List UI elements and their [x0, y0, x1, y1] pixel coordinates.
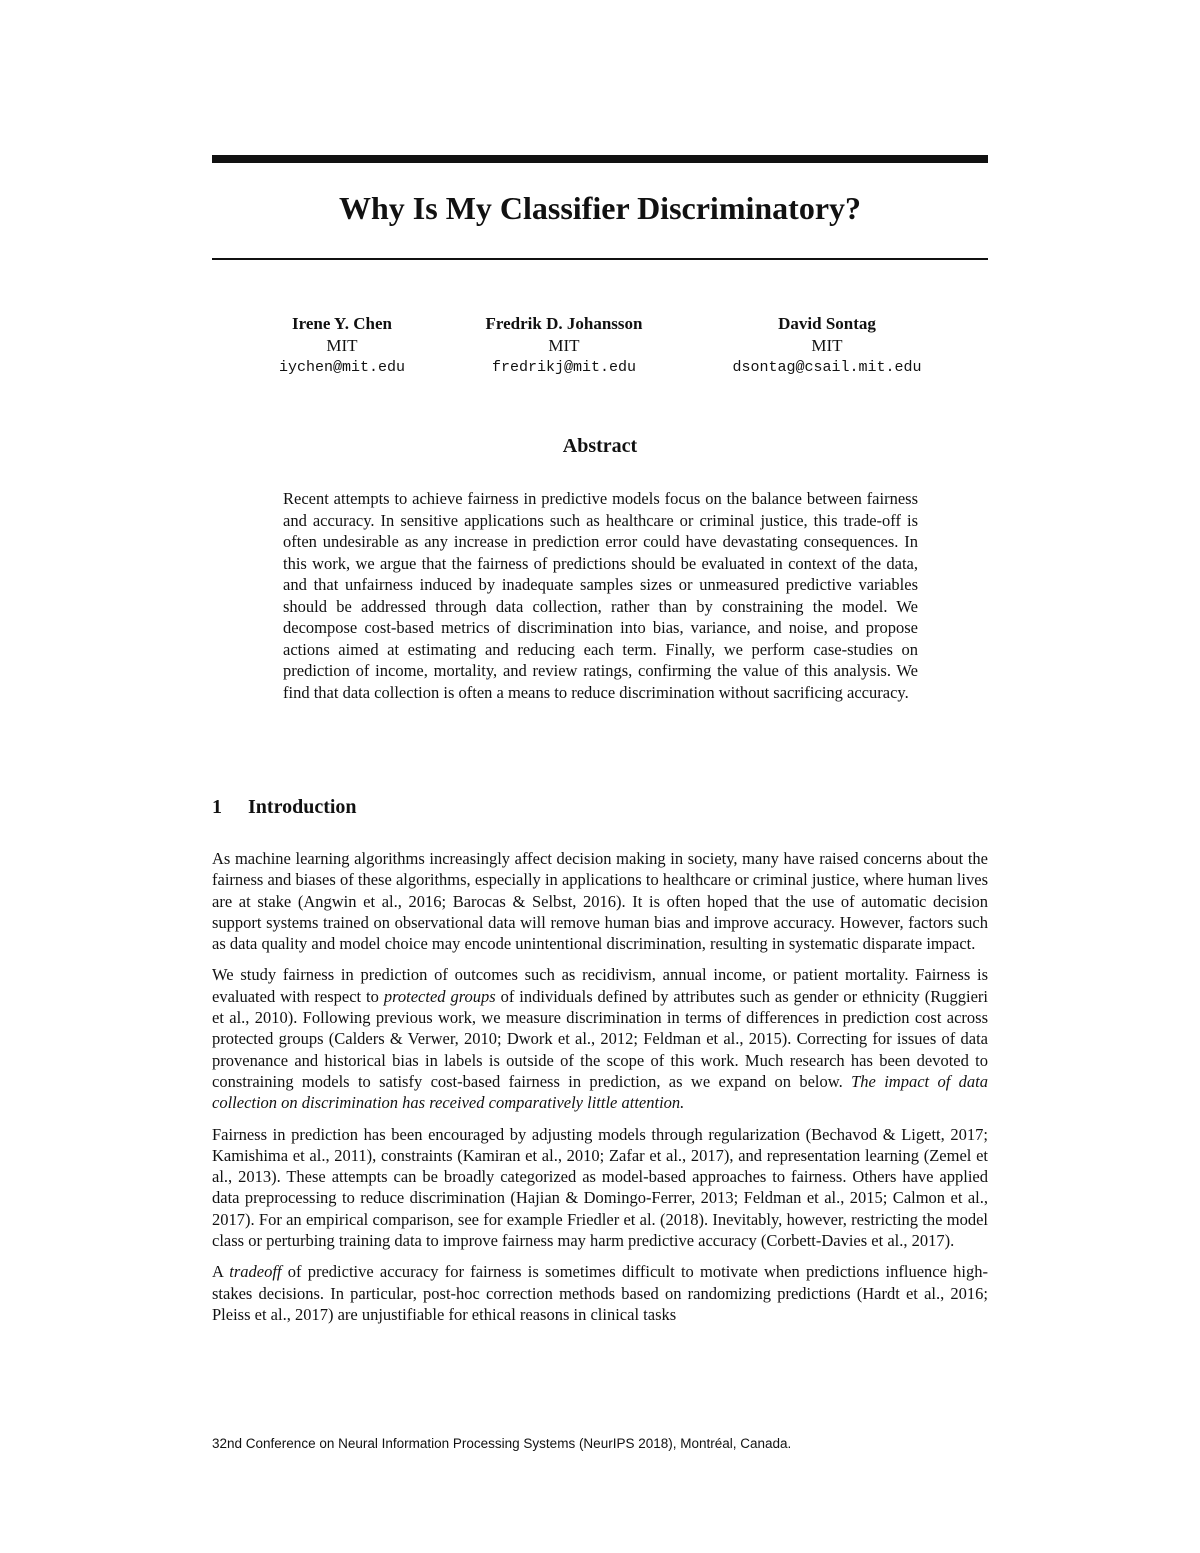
paragraph: As machine learning algorithms increasingly affect decision making in society, many have raised concerns about the fairness and biases of these algorithms, especially in applications to healthcare or criminal justice, where human lives are at stake (Angwin et al., 2016; Barocas & Selbst, 2016). It is often hoped that the use of automatic decision support systems trained on observational data will remove human bias and improve accuracy. However, factors such as data quality and model choice may encode unintentional discrimination, resulting in systematic disparate impact.: [212, 849, 988, 954]
emphasis-text: protected groups: [383, 986, 496, 1006]
section-heading: [212, 796, 988, 819]
paragraph-text: of predictive accuracy for fairness is sometimes difficult to motivate when predictions influence high-stakes decisions. In particular, post-hoc correction methods based on randomizing predictions (Hardt et al., 2016; Pleiss et al., 2017) are unjustifiable for ethical reasons in clinical tasks: [212, 1262, 988, 1324]
author-email: fredrikj@mit.edu: [491, 359, 637, 376]
paragraph: Fairness in prediction has been encouraged by adjusting models through regularization (Bechavod & Ligett, 2017; Kamishima et al., 2011), constraints (Kamiran et al., 2010; Zafar et al., 2017), and representation learning (Zemel et al., 2013). These attempts can be broadly categorized as model-based approaches to fairness. Others have applied data preprocessing to reduce discrimination (Hajian & Domingo-Ferrer, 2013; Feldman et al., 2015; Calmon et al., 2017). For an empirical comparison, see for example Friedler et al. (2018). Inevitably, however, restricting the model class or perturbing training data to improve fairness may harm predictive accuracy (Corbett-Davies et al., 2017).: [212, 1124, 988, 1251]
paper-title: Why Is My Classifier Discriminatory?: [338, 190, 862, 226]
author-affiliation: MIT: [326, 336, 358, 355]
emphasis-text: The impact of data collection on discrimination has received comparatively little attention.: [212, 1071, 988, 1113]
title-bottom-rule: [212, 258, 988, 260]
author-2: [464, 313, 664, 379]
author-name: Irene Y. Chen: [292, 314, 392, 333]
author-name: David Sontag: [778, 314, 876, 333]
section-title: Introduction: [248, 796, 357, 818]
introduction-body: [212, 848, 988, 1335]
abstract-text: Recent attempts to achieve fairness in predictive models focus on the balance between fairness and accuracy. In sensitive applications such as healthcare or criminal justice, this trade-off is often undesirable as any increase in prediction error could have devastating consequences. In this work, we argue that the fairness of predictions should be evaluated in context of the data, and that unfairness induced by inadequate samples sizes or unmeasured predictive variables should be addressed through data collection, rather than by constraining the model. We decompose cost-based metrics of discrimination into bias, variance, and noise, and propose actions aimed at estimating and reducing each term. Finally, we perform case-studies on prediction of income, mortality, and review ratings, confirming the value of this analysis. We find that data collection is often a means to reduce discrimination without sacrificing accuracy.: [283, 489, 918, 702]
paragraph: [212, 964, 988, 1113]
conference-footer: 32nd Conference on Neural Information Processing Systems (NeurIPS 2018), Montréal, Canada.: [212, 1436, 792, 1451]
section-number: 1: [212, 796, 222, 818]
author-name: Fredrik D. Johansson: [485, 314, 643, 333]
abstract-heading: Abstract: [562, 435, 638, 457]
author-affiliation: MIT: [811, 336, 843, 355]
author-1: [257, 313, 427, 379]
emphasis-text: tradeoff: [229, 1262, 282, 1282]
author-3: [712, 313, 942, 379]
title-top-rule: [212, 155, 988, 163]
paragraph-text: We study fairness in prediction of outcomes such as recidivism, annual income, or patient mortality. Fairness is evaluated with respect to: [212, 965, 988, 1006]
paragraph-text: of individuals defined by attributes such as gender or ethnicity (Ruggieri et al., 2010). Following previous work, we measure discrimination in terms of differences in prediction cost across protected groups (Calders & Verwer, 2010; Dwork et al., 2012; Feldman et al., 2015). Correcting for issues of data provenance and historical bias in labels is outside of the scope of this work. Much research has been devoted to constraining models to satisfy cost-based fairness in prediction, as we expand on below.: [212, 986, 988, 1091]
author-block: [212, 313, 988, 383]
paragraph: [212, 1261, 988, 1325]
author-email: dsontag@csail.mit.edu: [732, 359, 922, 376]
author-email: iychen@mit.edu: [278, 359, 406, 376]
paragraph-text: A: [212, 1262, 230, 1282]
author-affiliation: MIT: [548, 336, 580, 355]
